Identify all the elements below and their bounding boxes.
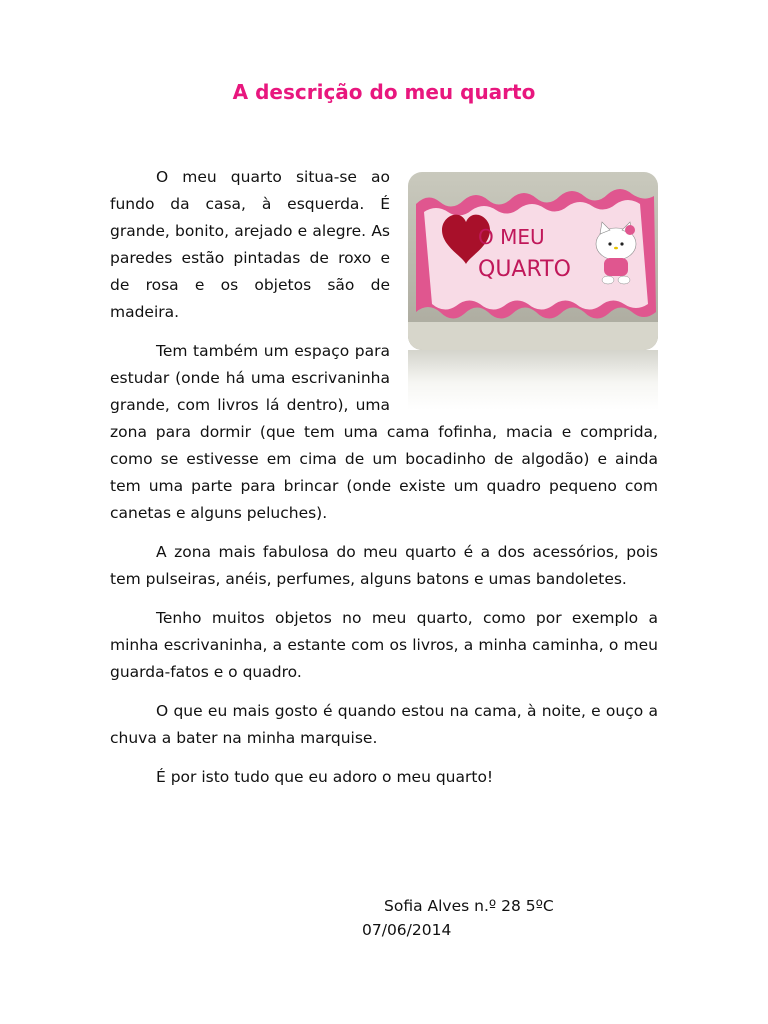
paragraph-5: O que eu mais gosto é quando estou na cama, à noite, e ouço a chuva a bater na minha marquise.: [110, 702, 658, 747]
sign-text-line2: QUARTO: [478, 257, 571, 282]
page-title: A descrição do meu quarto: [232, 80, 536, 104]
room-sign-photo: [408, 166, 658, 412]
document-date: 07/06/2014: [362, 921, 452, 939]
photo-frame: [408, 172, 658, 350]
sign-illustration: [408, 172, 658, 350]
essay-body: [110, 164, 658, 803]
paragraph-1: O meu quarto situa-se ao fundo da casa, à esquerda. É grande, bonito, arejado e alegre. As paredes estão pintadas de roxo e de rosa e os objetos são de madeira.: [110, 168, 390, 321]
paragraph-4: Tenho muitos objetos no meu quarto, como por exemplo a minha escrivaninha, a estante com os livros, a minha caminha, o meu guarda-fatos e o quadro.: [110, 609, 658, 681]
paragraph-3: A zona mais fabulosa do meu quarto é a dos acessórios, pois tem pulseiras, anéis, perfumes, alguns batons e umas bandoletes.: [110, 543, 658, 588]
paragraph-2: Tem também um espaço para estudar (onde há uma escrivaninha grande, com livros lá dentro), uma zona para dormir (que tem uma cama fofinha, macia e comprida, como se estivesse em cima de um bocadinho de algodão) e ainda tem uma parte para brincar (onde existe um quadro pequeno com canetas e alguns peluches).: [110, 342, 658, 522]
author-signature: Sofia Alves n.º 28 5ºC: [384, 897, 554, 915]
sign-text-line1: O MEU: [478, 225, 545, 249]
photo-reflection: [408, 350, 658, 410]
paragraph-6: É por isto tudo que eu adoro o meu quarto!: [156, 768, 494, 786]
